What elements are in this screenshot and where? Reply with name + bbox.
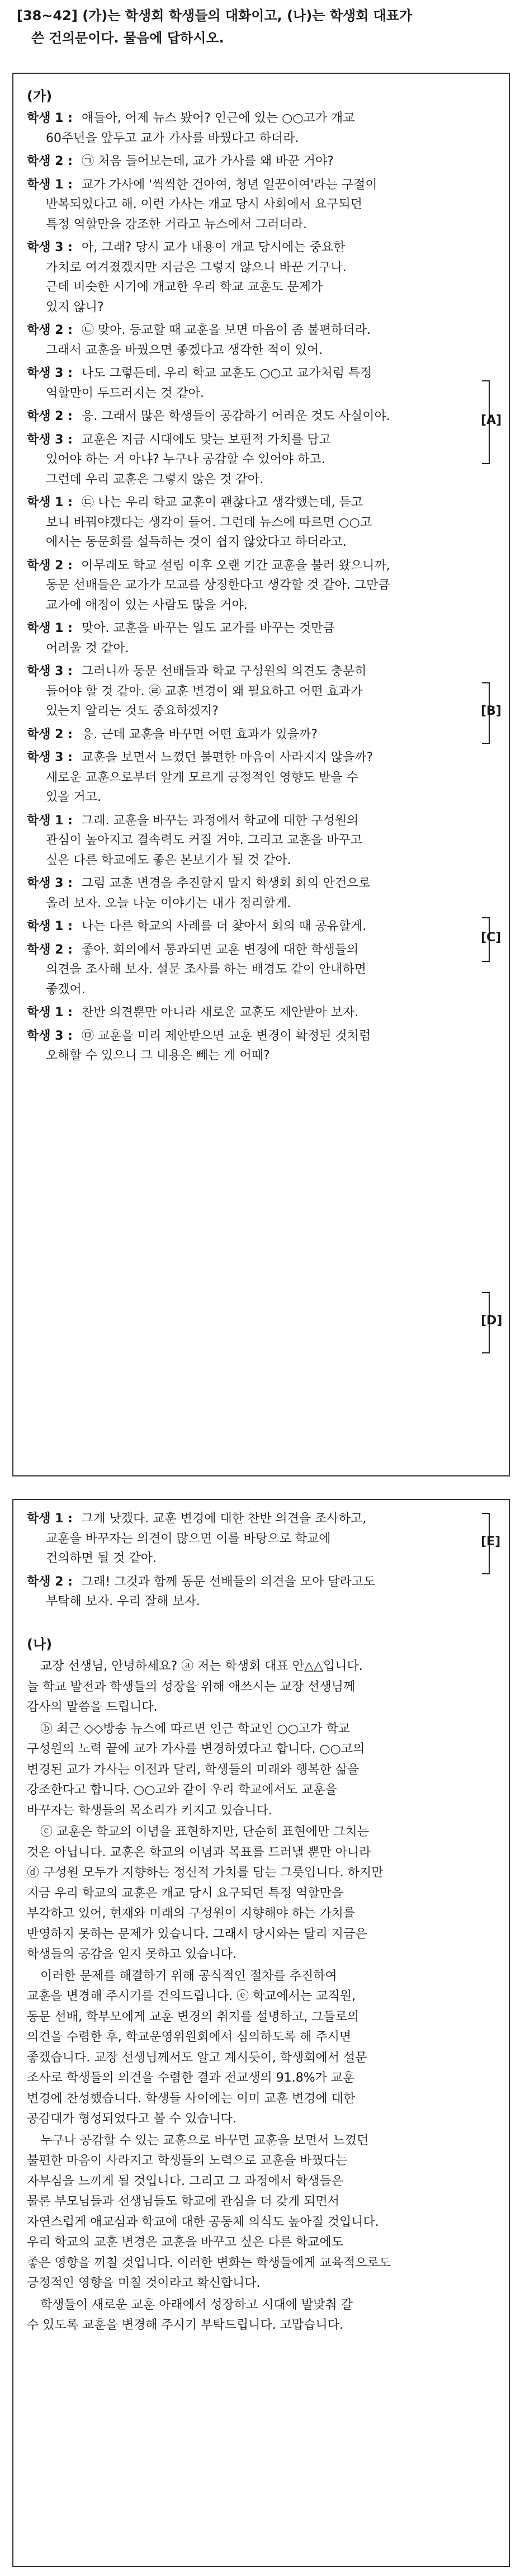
speaker-label: 학생 1 : xyxy=(27,1512,73,1526)
letter-line: 늘 학교 발전과 학생들의 성장을 위해 애쓰시는 교장 선생님께 xyxy=(27,1679,356,1694)
dialogue-line: 있는지 알리는 것도 중요하겠지? xyxy=(46,704,219,718)
dialogue-line: 아, 그래? 당시 교가 내용이 개교 당시에는 중요한 xyxy=(82,240,346,254)
letter-line: 변경에 찬성했습니다. 학생들 사이에는 이미 교훈 변경에 대한 xyxy=(27,2091,356,2106)
dialogue-line: 어려울 것 같아. xyxy=(46,641,129,655)
letter-line: 자부심을 느끼게 될 것입니다. 그리고 그 과정에서 학생들은 xyxy=(27,2174,343,2188)
letter-line: 바꾸자는 학생들의 목소리가 커지고 있습니다. xyxy=(27,1803,272,1818)
letter-line: 우리 학교의 교훈 변경은 교훈을 바꾸고 싶은 다른 학교에도 xyxy=(27,2235,343,2249)
letter-line: 물론 부모님들과 선생님들도 학교에 관심을 더 갖게 되면서 xyxy=(27,2195,340,2209)
letter-line: 학생들의 공감을 얻지 못하고 있습니다. xyxy=(27,1947,237,1961)
dialogue-line: 특정 역할만을 강조한 거라고 뉴스에서 그러더라. xyxy=(46,217,308,232)
letter-line: 변경된 교가 가사는 이전과 달리, 학생들의 미래와 행복한 삶을 xyxy=(27,1762,360,1777)
letter-line: 부각하고 있어, 현재와 미래의 구성원이 지향해야 하는 가치를 xyxy=(27,1907,356,1921)
letter-line: 의견을 수렴한 후, 학교운영위원회에서 심의하도록 해 주시면 xyxy=(27,2030,352,2044)
speaker-label: 학생 3 : xyxy=(27,1028,73,1043)
letter-line: 구성원의 노력 끝에 교가 가사를 변경하였다고 합니다. ○○고의 xyxy=(27,1742,365,1756)
dialogue-line: 교훈을 보면서 느꼈던 불편한 마음이 사라지지 않을까? xyxy=(82,751,373,765)
dialogue-line: 나도 그렇든데. 우리 학교 교훈도 ○○고 교가처럼 특정 xyxy=(82,366,372,380)
passage-ga-marker: (가) xyxy=(27,88,53,104)
speaker-label: 학생 1 : xyxy=(27,496,73,509)
dialogue-line: 올려 보자. 오늘 나눈 이야기는 내가 정리할게. xyxy=(46,896,291,910)
dialogue-line: 근데 비슷한 시기에 개교한 우리 학교 교훈도 문제가 xyxy=(46,280,323,294)
dialogue-line: ㉢ 나는 우리 학교 교훈이 괜찮다고 생각했는데, 듣고 xyxy=(82,496,363,509)
dialogue-line: 찬반 의견뿐만 아니라 새로운 교훈도 제안받아 보자. xyxy=(82,1006,359,1020)
dialogue-line: ㉠ 처음 들어보는데, 교가 가사를 왜 바꾼 거야? xyxy=(82,154,334,168)
speaker-label: 학생 1 : xyxy=(27,111,73,125)
letter-line: 좋겠습니다. 교장 선생님께서도 알고 계시듯이, 학생회에서 설문 xyxy=(27,2050,367,2065)
dialogue-line: 관심이 높아지고 결속력도 커질 거야. 그리고 교훈을 바꾸고 xyxy=(46,833,362,847)
speaker-label: 학생 2 : xyxy=(27,1574,73,1589)
dialogue-line: 나는 다른 학교의 사례를 더 찾아서 회의 때 공유할게. xyxy=(82,919,367,933)
letter-line: ⓓ 구성원 모두가 지향하는 정신적 가치를 담는 그릇입니다. 하지만 xyxy=(27,1866,384,1880)
speaker-label: 학생 1 : xyxy=(27,813,73,828)
dialogue-line: 교훈을 바꾸자는 의견이 많으면 이를 바탕으로 학교에 xyxy=(46,1531,331,1546)
speaker-label: 학생 3 : xyxy=(27,751,73,765)
dialogue-line: 있지 않니? xyxy=(46,300,104,314)
header-line-1: [38~42] (가)는 학생회 학생들의 대화이고, (나)는 학생회 대표가 xyxy=(17,8,413,23)
letter-line: 누구나 공감할 수 있는 교훈으로 바꾸면 교훈을 보면서 느꼈던 xyxy=(40,2133,369,2148)
dialogue-line: 부탁해 보자. 우리 잘해 보자. xyxy=(46,1594,200,1608)
dialogue-line: 얘들아, 어제 뉴스 봤어? 인근에 있는 ○○고가 개교 xyxy=(82,111,355,125)
speaker-label: 학생 2 : xyxy=(27,942,73,957)
dialogue-line: 가치로 여겨졌겠지만 지금은 그렇지 않으니 바꾼 거구나. xyxy=(46,260,347,275)
speaker-label: 학생 3 : xyxy=(27,432,73,447)
speaker-label: 학생 1 : xyxy=(27,177,73,192)
letter-line: 자연스럽게 애교심과 학교에 대한 공동체 의식도 높아질 것입니다. xyxy=(27,2215,379,2229)
letter-line: 감사의 말씀을 드립니다. xyxy=(27,1700,158,1714)
bracket-label: [A] xyxy=(481,413,502,427)
dialogue-line: 역할만이 두드러지는 것 같아. xyxy=(46,386,204,400)
dialogue-line: 아무래도 학교 설립 이후 오랜 기간 교훈을 불러 왔으니까, xyxy=(82,558,390,573)
letter-line: 동문 선배, 학부모에게 교훈 변경의 취지를 설명하고, 그들로의 xyxy=(27,2009,360,2024)
dialogue-line: 있어야 하는 거 아냐? 누구나 공감할 수 있어야 하고. xyxy=(46,452,325,466)
dialogue-line: 건의하면 될 것 같아. xyxy=(46,1551,157,1565)
dialogue-line: 교훈은 지금 시대에도 맞는 보편적 가치를 담고 xyxy=(82,432,331,447)
letter-line: 수 있도록 교훈을 변경해 주시기 부탁드립니다. 고맙습니다. xyxy=(27,2318,343,2332)
dialogue-line: 그럼 교훈 변경을 추진할지 말지 학생회 회의 안건으로 xyxy=(82,876,371,890)
letter-line: 불편한 마음이 사라지고 학생들의 노력으로 교훈을 바꿨다는 xyxy=(27,2154,348,2168)
passage-na-marker: (나) xyxy=(27,1636,53,1652)
letter-line: 이러한 문제를 해결하기 위해 공식적인 절차를 추진하여 xyxy=(40,1969,337,1983)
letter-line: 반영하지 못하는 문제가 있습니다. 그래서 당시와는 달리 지금은 xyxy=(27,1927,367,1941)
dialogue-line: 그래! 그것과 함께 동문 선배들의 의견을 모아 달라고도 xyxy=(82,1574,376,1589)
letter-line: 강조한다고 합니다. ○○고와 같이 우리 학교에서도 교훈을 xyxy=(27,1783,337,1797)
letter-line: 조사로 학생들의 의견을 수렴한 결과 전교생의 91.8%가 교훈 xyxy=(27,2071,355,2085)
letter-line: 긍정적인 영향을 미칠 것이라고 확신합니다. xyxy=(27,2276,261,2290)
speaker-label: 학생 1 : xyxy=(27,919,73,933)
bracket-label: [E] xyxy=(481,1535,501,1549)
dialogue-line: 그러니까 동문 선배들과 학교 구성원의 의견도 충분히 xyxy=(82,664,367,678)
dialogue-line: 맞아. 교훈을 바꾸는 일도 교가를 바꾸는 것만큼 xyxy=(82,621,335,635)
dialogue-line: 교가에 애정이 있는 사람도 많을 거야. xyxy=(46,598,248,612)
speaker-label: 학생 2 : xyxy=(27,323,73,337)
speaker-label: 학생 3 : xyxy=(27,366,73,380)
dialogue-line: 그게 낫겠다. 교훈 변경에 대한 찬반 의견을 조사하고, xyxy=(82,1512,367,1526)
speaker-label: 학생 1 : xyxy=(27,621,73,635)
speaker-label: 학생 3 : xyxy=(27,240,73,254)
bracket-label: [B] xyxy=(481,704,502,718)
dialogue-line: 오해할 수 있으니 그 내용은 빼는 게 어때? xyxy=(46,1049,270,1063)
dialogue-line: ㉡ 맞아. 등교할 때 교훈을 보면 마음이 좀 불편하더라. xyxy=(82,323,371,337)
dialogue-line: 그래서 교훈을 바꿨으면 좋겠다고 생각한 적이 있어. xyxy=(46,343,323,357)
dialogue-line: 보니 바꿔야겠다는 생각이 들어. 그런데 뉴스에 따르면 ○○고 xyxy=(46,515,372,530)
speaker-label: 학생 2 : xyxy=(27,154,73,168)
header-line-2: 쓴 건의문이다. 물음에 답하시오. xyxy=(31,30,224,46)
letter-line: 좋은 영향을 끼칠 것입니다. 이러한 변화는 학생들에게 교육적으로도 xyxy=(27,2256,391,2270)
dialogue-line: 동문 선배들은 교가가 모교를 상징한다고 생각할 것 같아. 그만큼 xyxy=(46,578,390,592)
bracket-label: [C] xyxy=(481,931,502,945)
speaker-label: 학생 1 : xyxy=(27,1006,73,1020)
dialogue-line: ㉤ 교훈을 미리 제안받으면 교훈 변경이 확정된 것처럼 xyxy=(82,1028,371,1043)
letter-line: 지금 우리 학교의 교훈은 개교 당시 요구되던 특정 역할만을 xyxy=(27,1886,343,1900)
letter-line: ⓒ 교훈은 학교의 이념을 표현하지만, 단순히 표현에만 그치는 xyxy=(40,1825,369,1839)
bracket-label: [D] xyxy=(481,1314,503,1328)
dialogue-line: 있을 거고. xyxy=(46,790,101,804)
speaker-label: 학생 3 : xyxy=(27,876,73,890)
dialogue-line: 그래. 교훈을 바꾸는 과정에서 학교에 대한 구성원의 xyxy=(82,813,359,828)
speaker-label: 학생 3 : xyxy=(27,664,73,678)
dialogue-line: 그런데 우리 교훈은 그렇지 않은 것 같아. xyxy=(46,472,263,487)
dialogue-line: 응. 그래서 많은 학생들이 공감하기 어려운 것도 사실이야. xyxy=(82,409,390,423)
speaker-label: 학생 2 : xyxy=(27,727,73,742)
letter-line: 교장 선생님, 안녕하세요? ⓐ 저는 학생회 대표 안△△입니다. xyxy=(40,1659,363,1673)
letter-line: 것은 아닙니다. 교훈은 학교의 이념과 목표를 드러낼 뿐만 아니라 xyxy=(27,1845,371,1860)
dialogue-line: 60주년을 앞두고 교가 가사를 바꿨다고 하더라. xyxy=(46,131,299,145)
dialogue-line: 반복되었다고 해. 이런 가사는 개교 당시 사회에서 요구되던 xyxy=(46,197,362,211)
dialogue-line: 좋아. 회의에서 통과되면 교훈 변경에 대한 학생들의 xyxy=(82,942,359,957)
question-header xyxy=(17,4,509,49)
letter-line: 공감대가 형성되었다고 볼 수 있습니다. xyxy=(27,2112,237,2126)
letter-line: ⓑ 최근 ◇◇방송 뉴스에 따르면 인근 학교인 ○○고가 학교 xyxy=(40,1721,350,1736)
dialogue-line: 교가 가사에 '씩씩한 건아여, 청년 일꾼이여'라는 구절이 xyxy=(82,177,377,192)
speaker-label: 학생 2 : xyxy=(27,409,73,423)
dialogue-line: 의견을 조사해 보자. 설문 조사를 하는 배경도 같이 안내하면 xyxy=(46,963,366,976)
letter-line: 학생들이 새로운 교훈 아래에서 성장하고 시대에 발맞춰 갈 xyxy=(40,2297,353,2312)
dialogue-line: 들어야 할 것 같아. ㉣ 교훈 변경이 왜 필요하고 어떤 효과가 xyxy=(46,684,363,699)
dialogue-line: 에서는 동문회를 설득하는 것이 쉽지 않았다고 하더라고. xyxy=(46,535,347,549)
letter-line: 교훈을 변경해 주시기를 건의드립니다. ⓔ 학교에서는 교직원, xyxy=(27,1989,356,2003)
dialogue-line: 싶은 다른 학교에도 좋은 본보기가 될 것 같아. xyxy=(46,853,291,867)
dialogue-line: 새로운 교훈으로부터 알게 모르게 긍정적인 영향도 받을 수 xyxy=(46,770,359,785)
speaker-label: 학생 2 : xyxy=(27,558,73,573)
dialogue-line: 좋겠어. xyxy=(46,982,86,997)
dialogue-line: 응. 근데 교훈을 바꾸면 어떤 효과가 있을까? xyxy=(82,727,318,742)
